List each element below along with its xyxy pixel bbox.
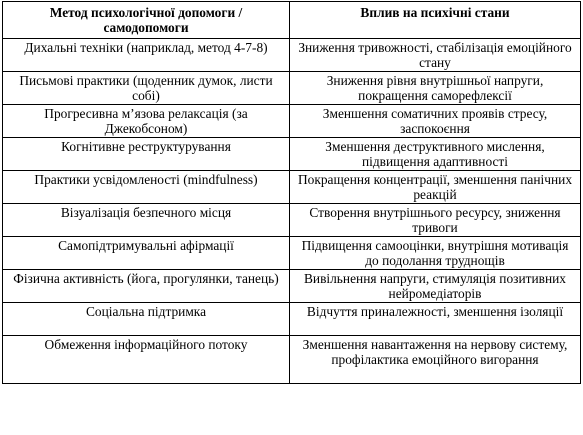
effect-cell: Зниження рівня внутрішньої напруги, покращення саморефлексії — [290, 72, 581, 105]
header-method: Метод психологічної допомоги / самодопомоги — [3, 2, 290, 39]
table-row — [3, 171, 581, 204]
header-effect: Вплив на психічні стани — [290, 2, 581, 39]
table-row — [3, 138, 581, 171]
effect-cell: Зменшення деструктивного мислення, підвищення адаптивності — [290, 138, 581, 171]
effect-cell: Вивільнення напруги, стимуляція позитивних нейромедіаторів — [290, 270, 581, 303]
method-cell: Прогресивна м’язова релаксація (за Джекобсоном) — [3, 105, 290, 138]
method-cell: Самопідтримувальні афірмації — [3, 237, 290, 270]
effect-cell: Створення внутрішнього ресурсу, зниження тривоги — [290, 204, 581, 237]
table-row — [3, 39, 581, 72]
table-row — [3, 237, 581, 270]
method-cell: Фізична активність (йога, прогулянки, танець) — [3, 270, 290, 303]
method-cell: Дихальні техніки (наприклад, метод 4-7-8) — [3, 39, 290, 72]
effect-cell: Зменшення навантаження на нервову систему, профілактика емоційного вигорання — [290, 336, 581, 384]
effect-cell: Зменшення соматичних проявів стресу, заспокоєння — [290, 105, 581, 138]
method-cell: Практики усвідомленості (mindfulness) — [3, 171, 290, 204]
table-row — [3, 303, 581, 336]
table-row — [3, 204, 581, 237]
table-row — [3, 336, 581, 384]
table-row — [3, 105, 581, 138]
effect-cell: Відчуття приналежності, зменшення ізоляції — [290, 303, 581, 336]
method-cell: Обмеження інформаційного потоку — [3, 336, 290, 384]
table-header-row — [3, 2, 581, 39]
method-cell: Когнітивне реструктурування — [3, 138, 290, 171]
table-row — [3, 72, 581, 105]
methods-table — [2, 1, 581, 384]
table-row — [3, 270, 581, 303]
effect-cell: Підвищення самооцінки, внутрішня мотивація до подолання труднощів — [290, 237, 581, 270]
method-cell: Візуалізація безпечного місця — [3, 204, 290, 237]
effect-cell: Зниження тривожності, стабілізація емоційного стану — [290, 39, 581, 72]
method-cell: Соціальна підтримка — [3, 303, 290, 336]
method-cell: Письмові практики (щоденник думок, листи собі) — [3, 72, 290, 105]
effect-cell: Покращення концентрації, зменшення панічних реакцій — [290, 171, 581, 204]
